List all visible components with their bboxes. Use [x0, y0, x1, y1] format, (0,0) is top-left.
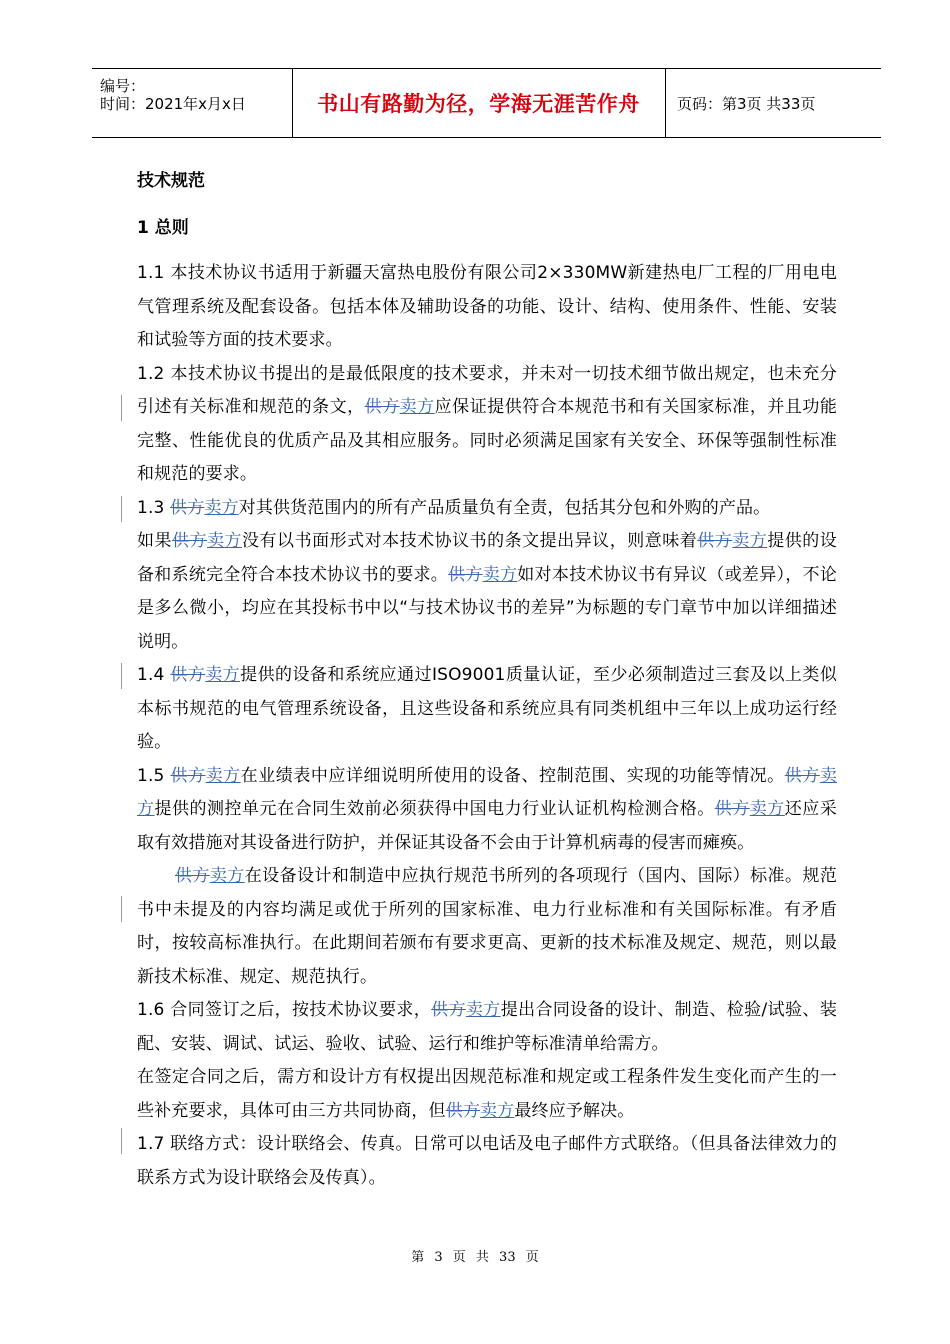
deleted-text: 供方 [170, 665, 206, 685]
deleted-text: 供方 [170, 765, 206, 786]
paragraph-1-6: 1.6 合同签订之后，按技术协议要求，供方卖方提出合同设备的设计、制造、检验/试验、装配、安装、调试、试运、验收、试验、运行和维护等标准清单给需方。 [137, 1000, 837, 1054]
inserted-text: 卖方 [207, 531, 243, 551]
section-heading: 1 总则 [137, 218, 189, 238]
page-header [92, 68, 881, 138]
deleted-text: 供方 [364, 397, 400, 417]
inserted-text: 卖方 [205, 665, 241, 685]
document-body [137, 166, 837, 1195]
inserted-text: 卖方 [749, 799, 785, 819]
deleted-text: 供方 [448, 564, 483, 585]
paragraph-1-2: 1.2 本技术协议书提出的是最低限度的技术要求，并未对一切技术细节做出规定，也未充分引述有关标准和规范的条文，供方卖方应保证提供符合本规范书和有关国家标准，并且功能完整、性能优良的优质产品及其相应服务。同时必须满足国家有关安全、环保等强制性标准和规范的要求。 [137, 363, 838, 484]
header-page-cell [665, 69, 881, 137]
inserted-text: 卖方 [209, 866, 245, 886]
deleted-text: 供方 [445, 1100, 481, 1121]
change-bar [121, 663, 122, 689]
inserted-text: 卖方 [465, 1000, 501, 1020]
header-motto-cell [292, 69, 666, 137]
deleted-text: 供方 [172, 531, 208, 551]
inserted-text: 卖方 [732, 531, 768, 551]
inserted-text: 卖方 [399, 397, 435, 417]
deleted-text: 供方 [175, 866, 210, 886]
paragraph-1-3: 1.3 供方卖方对其供货范围内的所有产品质量负有全责，包括其分包和外购的产品。 [137, 497, 771, 518]
header-page-info: 页码：第3页 共33页 [677, 94, 816, 113]
deleted-text: 供方 [170, 497, 205, 518]
inserted-text: 卖方 [482, 564, 518, 585]
time-label: 时间：2021年x月x日 [100, 95, 246, 113]
paragraph-1-4: 1.4 供方卖方提供的设备和系统应通过ISO9001质量认证，至少必须制造过三套及以上类似本标书规范的电气管理系统设备，且这些设备和系统应具有同类机组中三年以上成功运行经验。 [137, 665, 837, 752]
change-bar [121, 395, 122, 421]
inserted-text: 卖方 [480, 1100, 515, 1121]
paragraph-1-3-cont: 如果供方卖方没有以书面形式对本技术协议书的条文提出异议，则意味着供方卖方提供的设备和系统完全符合本技术协议书的要求。供方卖方如对本技术协议书有异议（或差异），不论是多么微小，均应在其投标书中以“与技术协议书的差异”为标题的专门章节中加以详细描述说明。 [137, 531, 837, 652]
paragraph-1-5: 1.5 供方卖方在业绩表中应详细说明所使用的设备、控制范围、实现的功能等情况。供方卖方提供的测控单元在合同生效前必须获得中国电力行业认证机构检测合格。供方卖方还应采取有效措施对其设备进行防护，并保证其设备不会由于计算机病毒的侵害而瘫痪。 [137, 765, 837, 853]
page-footer: 第 3 页 共 33 页 [411, 1250, 539, 1265]
inserted-text: 卖方 [205, 765, 241, 786]
serial-label: 编号： [100, 77, 146, 95]
deleted-text: 供方 [714, 799, 750, 819]
paragraph-1-7: 1.7 联络方式：设计联络会、传真。日常可以电话及电子邮件方式联络。（但具备法律效力的联系方式为设计联络会及传真）。 [137, 1134, 837, 1188]
paragraph-standards: 供方卖方在设备设计和制造中应执行规范书所列的各项现行（国内、国际）标准。规范书中未提及的内容均满足或优于所列的国家标准、电力行业标准和有关国际标准。有矛盾时，按较高标准执行。在此期间若颁布有要求更高、更新的技术标准及规定、规范，则以最新技术标准、规定、规范执行。 [137, 866, 837, 987]
change-bar [121, 896, 122, 922]
deleted-text: 供方 [431, 1000, 466, 1020]
change-bar [121, 1128, 122, 1154]
deleted-text: 供方 [697, 531, 733, 551]
change-bar [121, 496, 122, 522]
inserted-text: 卖方 [204, 497, 239, 518]
inserted-text: 卖方 [137, 765, 837, 819]
paragraph-1-6-cont: 在签定合同之后，需方和设计方有权提出因规范标准和规定或工程条件发生变化而产生的一些补充要求，具体可由三方共同协商，但供方卖方最终应予解决。 [137, 1067, 837, 1121]
document-title: 技术规范 [137, 171, 205, 191]
header-meta-cell [92, 69, 293, 137]
paragraph-1-1: 1.1 本技术协议书适用于新疆天富热电股份有限公司2×330MW新建热电厂工程的厂用电电气管理系统及配套设备。包括本体及辅助设备的功能、设计、结构、使用条件、性能、安装和试验等方面的技术要求。 [137, 263, 837, 350]
header-motto: 书山有路勤为径，学海无涯苦作舟 [317, 92, 640, 116]
deleted-text: 供方 [784, 765, 820, 786]
